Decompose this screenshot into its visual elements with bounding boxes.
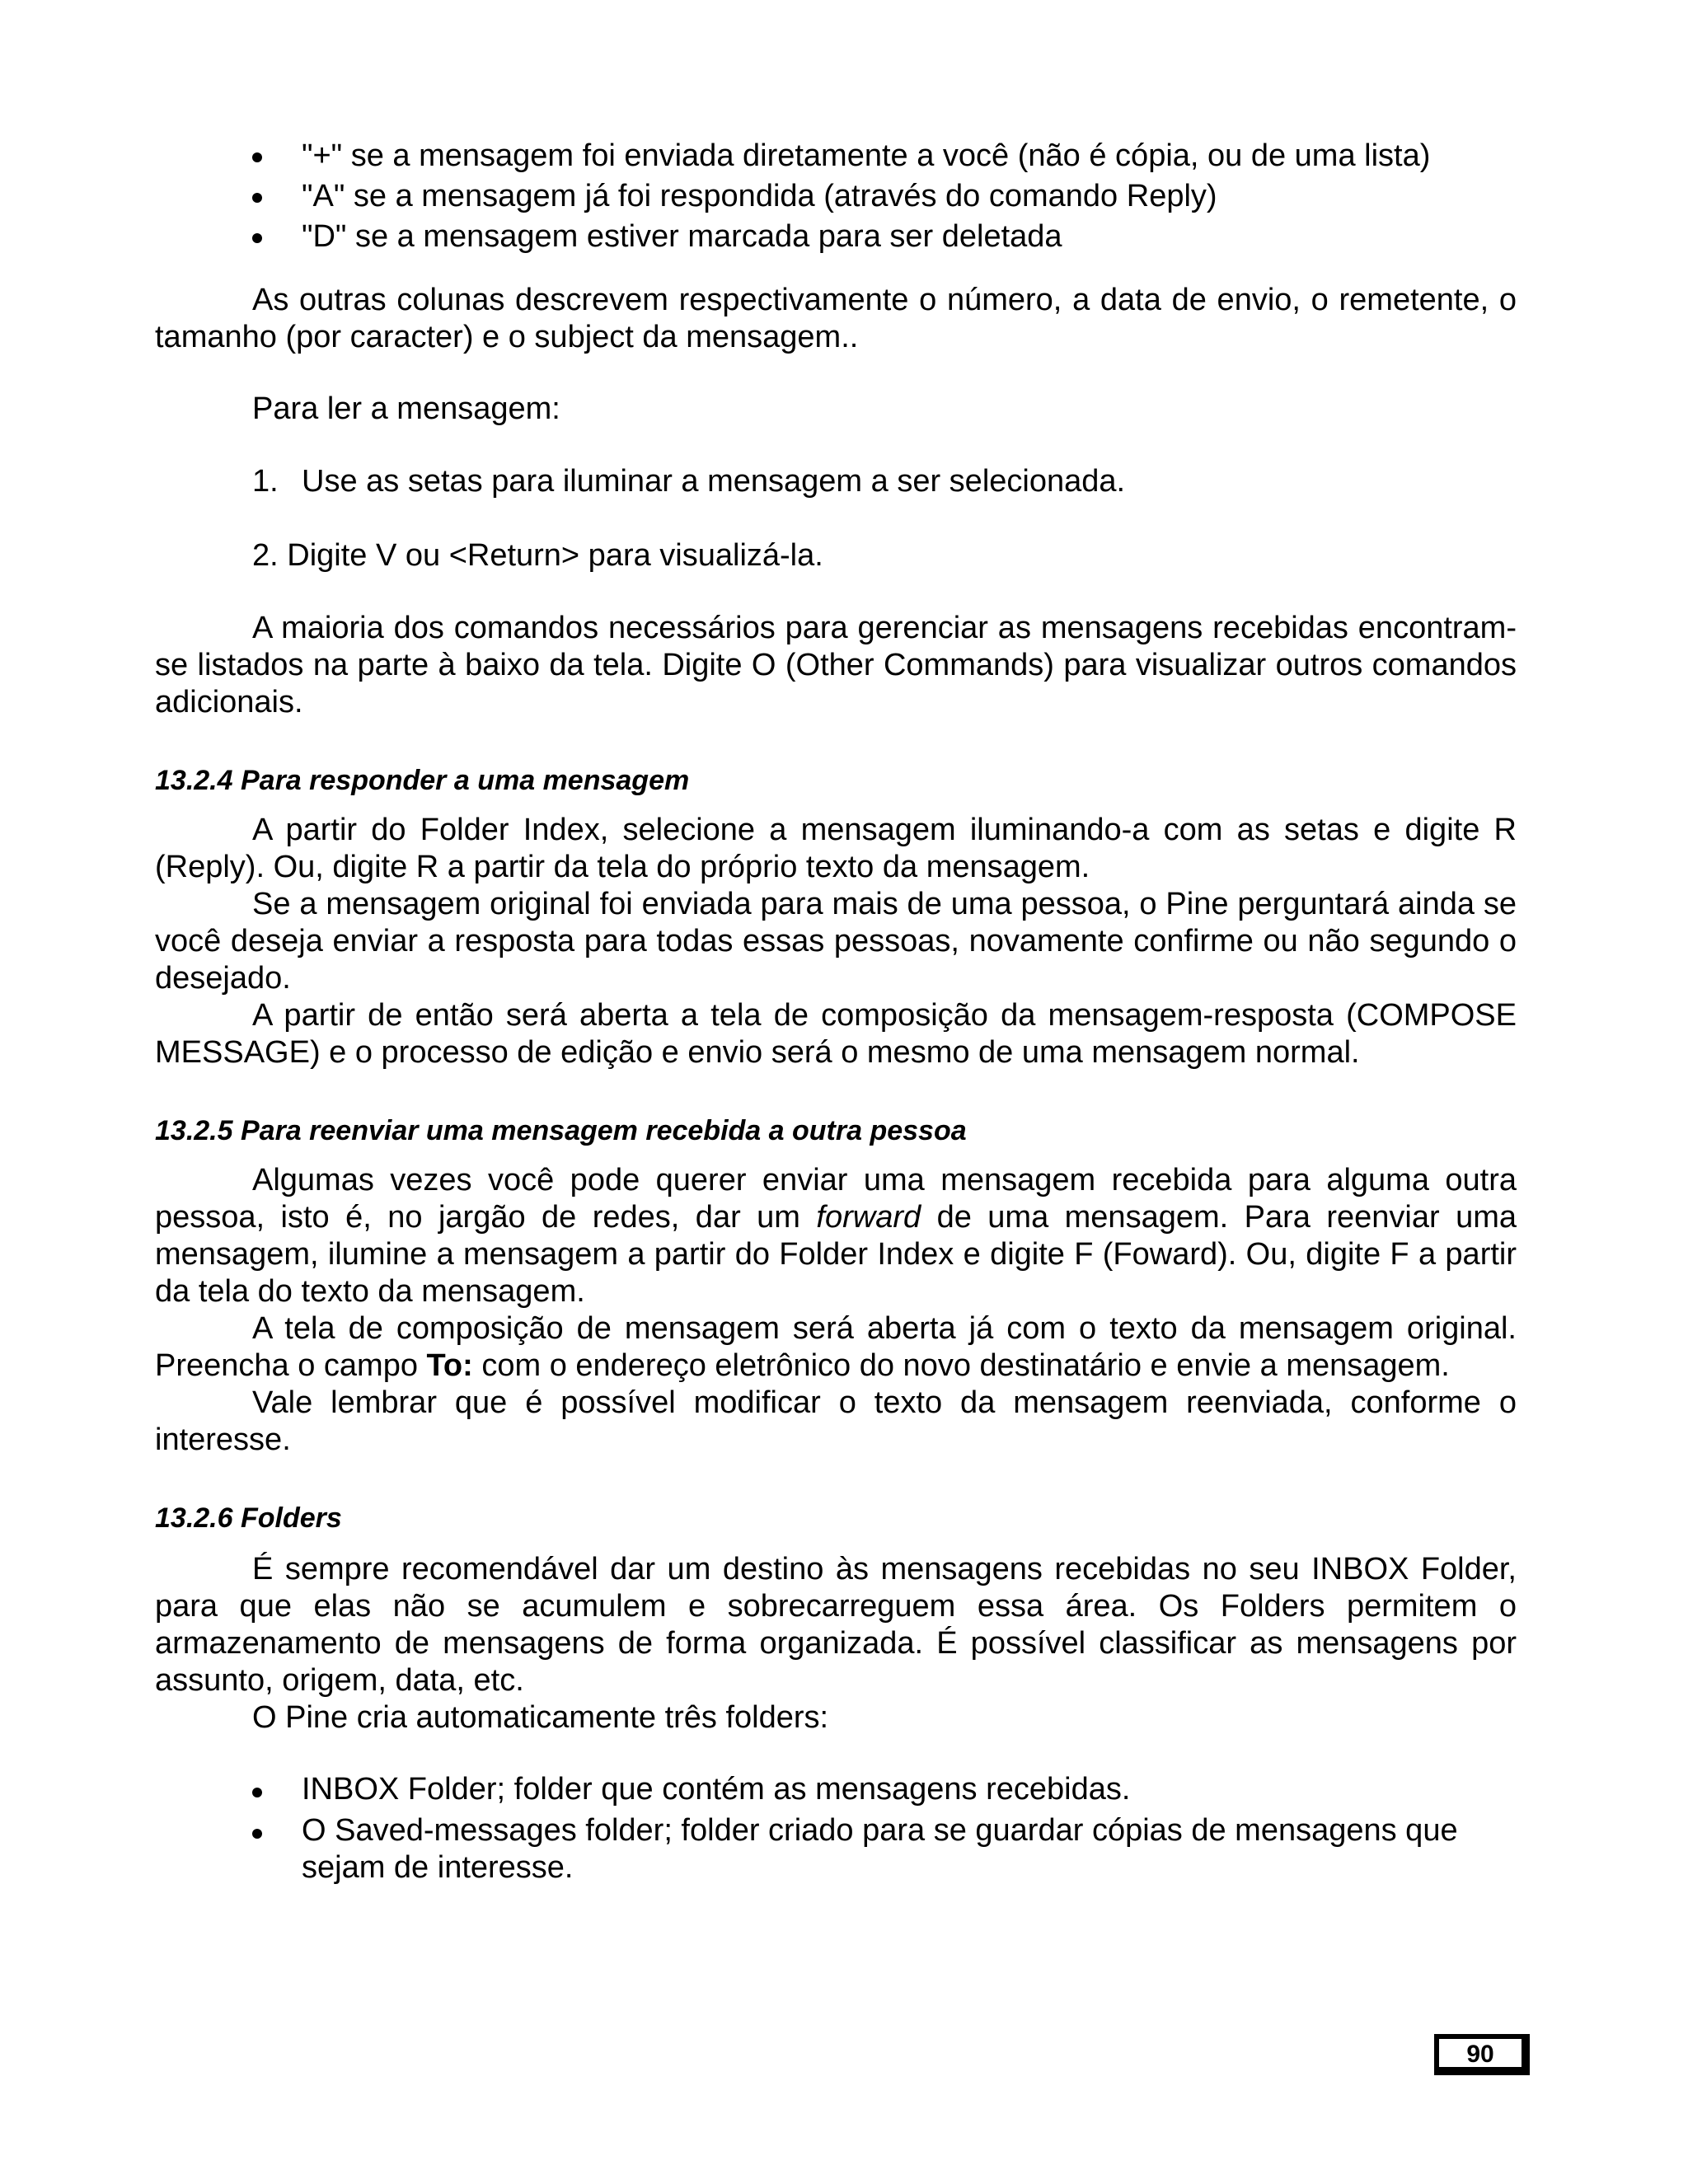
list-item: "+" se a mensagem foi enviada diretamente a você (não é cópia, ou de uma lista) (155, 136, 1517, 176)
paragraph-forward-1: Algumas vezes você pode querer enviar uma mensagem recebida para alguma outra pessoa, isto é, no jargão de redes, dar um forward de uma mensagem. Para reenviar uma mensagem, ilumine a mensagem a partir do Folder Index e digite F (Foward). Ou, digite F a partir da tela do texto da mensagem. (155, 1163, 1517, 1309)
bullet-icon (252, 1788, 262, 1797)
status-flags-list (155, 136, 1517, 257)
page-number: 90 (1466, 2041, 1494, 2068)
bullet-icon (252, 1829, 262, 1839)
paragraph-columns: As outras colunas descrevem respectivamente o número, a data de envio, o remetente, o tamanho (por caracter) e o subject da mensagem.. (155, 283, 1517, 354)
paragraph-reply-1: A partir do Folder Index, selecione a mensagem iluminando-a com as setas e digite R (Reply). Ou, digite R a partir da tela do próprio texto da mensagem. (155, 813, 1517, 884)
bullet-icon (252, 233, 262, 243)
bullet-icon (252, 193, 262, 203)
paragraph-folders-2: O Pine cria automaticamente três folders: (252, 1700, 829, 1735)
heading-forward: 13.2.5 Para reenviar uma mensagem recebida a outra pessoa (155, 1115, 967, 1146)
paragraph-folders-1: É sempre recomendável dar um destino às mensagens recebidas no seu INBOX Folder, para que elas não se acumulem e sobrecarreguem essa área. Os Folders permitem o armazenamento de mensagens de forma organizada. É possível classificar as mensagens por assunto, origem, data, etc. (155, 1552, 1517, 1698)
paragraph-reply-2: Se a mensagem original foi enviada para mais de uma pessoa, o Pine perguntará ainda se você deseja enviar a resposta para todas essas pessoas, novamente confirme ou não segundo o desejado. (155, 887, 1517, 996)
forward-term: forward (816, 1200, 921, 1235)
paragraph-read-intro: Para ler a mensagem: (252, 391, 560, 426)
heading-reply: 13.2.4 Para responder a uma mensagem (155, 765, 690, 796)
heading-folders: 13.2.6 Folders (155, 1502, 342, 1534)
step-2: 2. Digite V ou <Return> para visualizá-la. (252, 538, 823, 573)
paragraph-forward-2: A tela de composição de mensagem será aberta já com o texto da mensagem original. Preencha o campo To: com o endereço eletrônico do novo destinatário e envie a mensagem. (155, 1311, 1517, 1383)
step-1 (155, 463, 1517, 500)
to-field-label: To: (426, 1348, 473, 1383)
page-number-box (1434, 2034, 1530, 2075)
list-item: INBOX Folder; folder que contém as mensagens recebidas. (155, 1771, 1517, 1808)
bullet-icon (252, 152, 262, 162)
list-item: "A" se a mensagem já foi respondida (através do comando Reply) (155, 176, 1517, 217)
step-1-text: Use as setas para iluminar a mensagem a ser selecionada. (302, 464, 1126, 499)
document-page (155, 136, 1517, 1891)
paragraph-forward-3: Vale lembrar que é possível modificar o texto da mensagem reenviada, conforme o interesse. (155, 1385, 1517, 1457)
step-1-number: 1. (252, 464, 279, 499)
list-item: "D" se a mensagem estiver marcada para ser deletada (155, 217, 1517, 257)
list-item: O Saved-messages folder; folder criado para se guardar cópias de mensagens que sejam de interesse. (155, 1812, 1517, 1886)
paragraph-commands: A maioria dos comandos necessários para gerenciar as mensagens recebidas encontram-se listados na parte à baixo da tela. Digite O (Other Commands) para visualizar outros comandos adicionais. (155, 611, 1517, 719)
paragraph-reply-3: A partir de então será aberta a tela de composição da mensagem-resposta (COMPOSE MESSAGE) e o processo de edição e envio será o mesmo de uma mensagem normal. (155, 998, 1517, 1070)
folders-list (155, 1771, 1517, 1886)
